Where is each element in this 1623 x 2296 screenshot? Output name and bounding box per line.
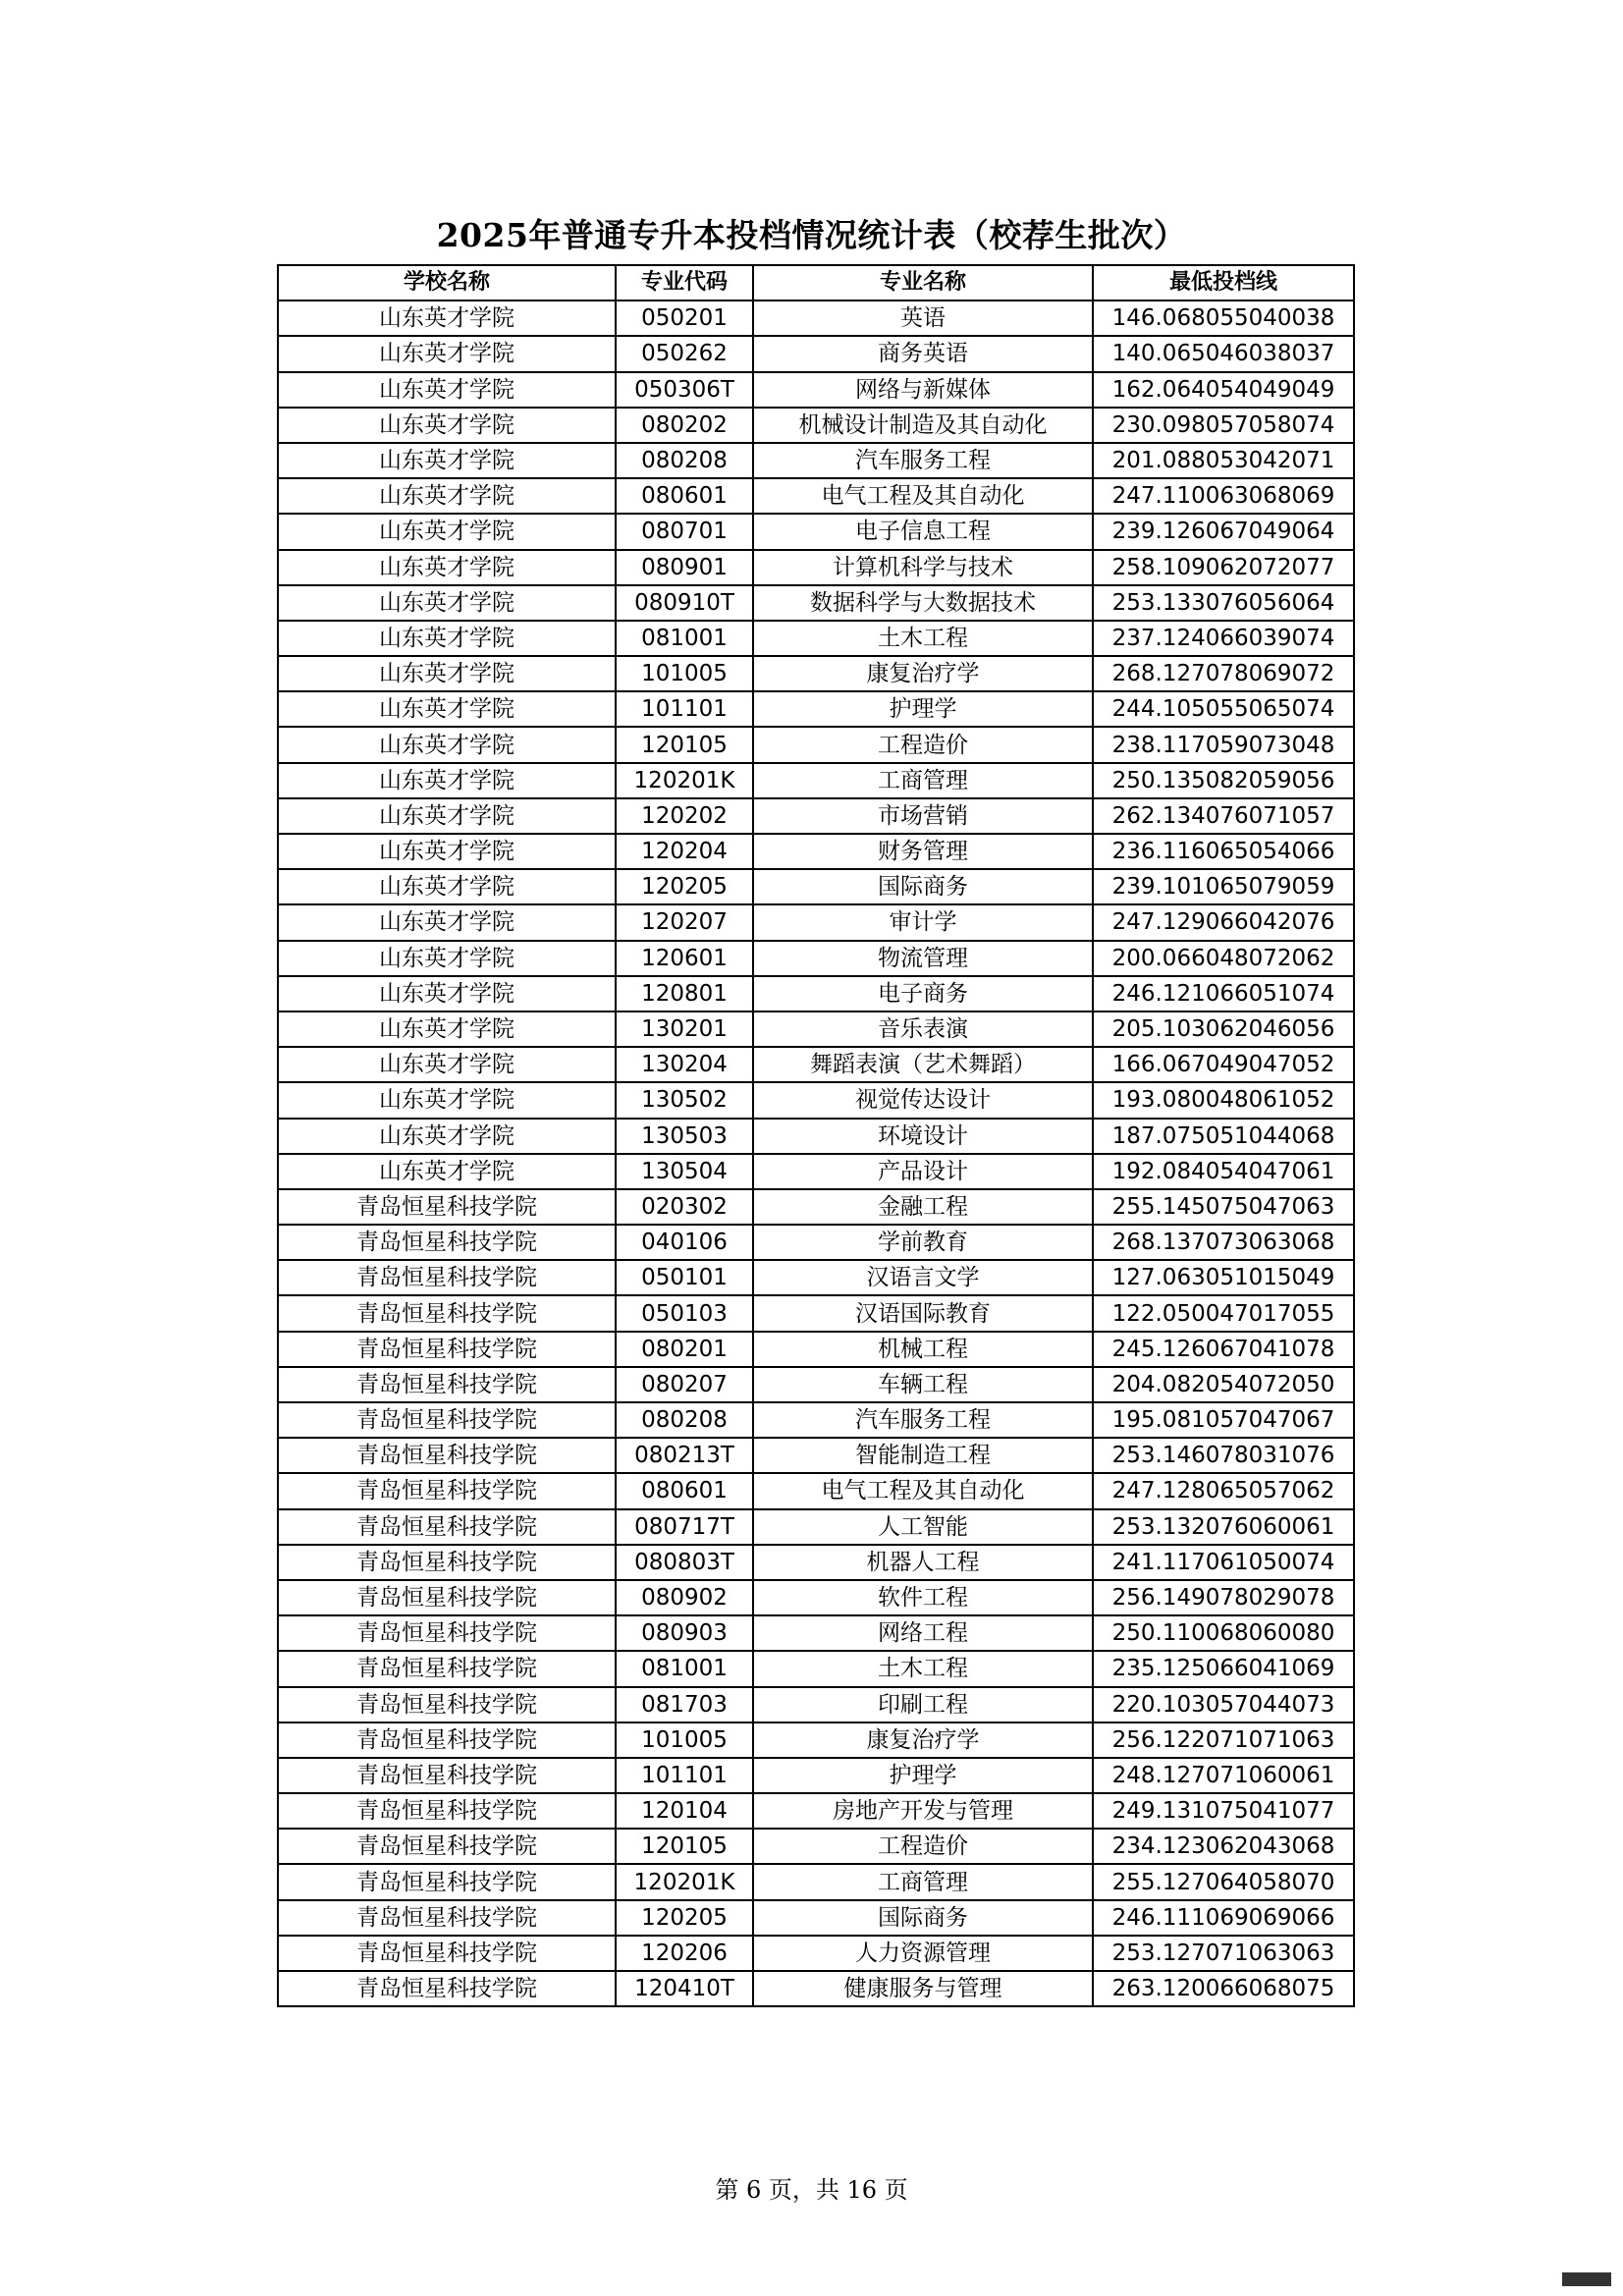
major-name-cell: 房地产开发与管理 — [753, 1793, 1093, 1829]
school-name-cell: 青岛恒星科技学院 — [278, 1473, 616, 1508]
table-row — [278, 727, 1354, 762]
major-code-cell: 050262 — [616, 336, 753, 371]
major-name-cell: 土木工程 — [753, 1651, 1093, 1686]
table-row — [278, 763, 1354, 798]
major-code-cell: 101005 — [616, 656, 753, 691]
school-name-cell: 青岛恒星科技学院 — [278, 1225, 616, 1260]
min-score-cell: 253.127071063063 — [1093, 1936, 1354, 1971]
major-code-cell: 120601 — [616, 941, 753, 976]
table-row — [278, 834, 1354, 869]
min-score-cell: 268.127078069072 — [1093, 656, 1354, 691]
school-name-cell: 青岛恒星科技学院 — [278, 1687, 616, 1722]
major-code-cell: 080201 — [616, 1332, 753, 1367]
major-code-cell: 120105 — [616, 727, 753, 762]
table-row — [278, 941, 1354, 976]
min-score-cell: 258.109062072077 — [1093, 550, 1354, 585]
table-row — [278, 1189, 1354, 1225]
major-name-cell: 护理学 — [753, 1758, 1093, 1793]
table-row — [278, 1580, 1354, 1615]
major-code-cell: 080213T — [616, 1438, 753, 1473]
school-name-cell: 山东英才学院 — [278, 834, 616, 869]
major-code-cell: 130201 — [616, 1011, 753, 1047]
min-score-cell: 166.067049047052 — [1093, 1047, 1354, 1082]
min-score-cell: 256.122071071063 — [1093, 1722, 1354, 1758]
min-score-cell: 247.128065057062 — [1093, 1473, 1354, 1508]
header-school-name: 学校名称 — [278, 265, 616, 301]
major-name-cell: 国际商务 — [753, 1900, 1093, 1936]
min-score-cell: 192.084054047061 — [1093, 1154, 1354, 1189]
min-score-cell: 246.111069069066 — [1093, 1900, 1354, 1936]
school-name-cell: 山东英才学院 — [278, 585, 616, 621]
school-name-cell: 山东英才学院 — [278, 1119, 616, 1154]
major-name-cell: 产品设计 — [753, 1154, 1093, 1189]
major-name-cell: 国际商务 — [753, 869, 1093, 904]
table-row — [278, 904, 1354, 940]
min-score-cell: 220.103057044073 — [1093, 1687, 1354, 1722]
table-row — [278, 1332, 1354, 1367]
min-score-cell: 250.135082059056 — [1093, 763, 1354, 798]
min-score-cell: 249.131075041077 — [1093, 1793, 1354, 1829]
min-score-cell: 238.117059073048 — [1093, 727, 1354, 762]
school-name-cell: 山东英才学院 — [278, 443, 616, 478]
school-name-cell: 青岛恒星科技学院 — [278, 1332, 616, 1367]
school-name-cell: 山东英才学院 — [278, 550, 616, 585]
major-name-cell: 财务管理 — [753, 834, 1093, 869]
school-name-cell: 青岛恒星科技学院 — [278, 1438, 616, 1473]
major-name-cell: 电子商务 — [753, 976, 1093, 1011]
min-score-cell: 236.116065054066 — [1093, 834, 1354, 869]
min-score-cell: 162.064054049049 — [1093, 372, 1354, 408]
table-row — [278, 336, 1354, 371]
school-name-cell: 青岛恒星科技学院 — [278, 1580, 616, 1615]
table-row — [278, 1154, 1354, 1189]
major-code-cell: 080601 — [616, 478, 753, 514]
table-row — [278, 372, 1354, 408]
min-score-cell: 247.129066042076 — [1093, 904, 1354, 940]
major-name-cell: 软件工程 — [753, 1580, 1093, 1615]
major-code-cell: 120205 — [616, 869, 753, 904]
school-name-cell: 山东英才学院 — [278, 621, 616, 656]
major-code-cell: 080601 — [616, 1473, 753, 1508]
school-name-cell: 青岛恒星科技学院 — [278, 1189, 616, 1225]
major-name-cell: 环境设计 — [753, 1119, 1093, 1154]
school-name-cell: 山东英才学院 — [278, 514, 616, 549]
major-name-cell: 人工智能 — [753, 1509, 1093, 1545]
min-score-cell: 255.127064058070 — [1093, 1864, 1354, 1899]
min-score-cell: 268.137073063068 — [1093, 1225, 1354, 1260]
table-row — [278, 1082, 1354, 1118]
min-score-cell: 239.101065079059 — [1093, 869, 1354, 904]
min-score-cell: 193.080048061052 — [1093, 1082, 1354, 1118]
table-row — [278, 1367, 1354, 1402]
major-name-cell: 机器人工程 — [753, 1545, 1093, 1580]
table-row — [278, 1722, 1354, 1758]
table-row — [278, 1829, 1354, 1864]
major-name-cell: 计算机科学与技术 — [753, 550, 1093, 585]
table-row — [278, 1047, 1354, 1082]
min-score-cell: 230.098057058074 — [1093, 408, 1354, 443]
table-row — [278, 1651, 1354, 1686]
school-name-cell: 青岛恒星科技学院 — [278, 1793, 616, 1829]
table-row — [278, 1119, 1354, 1154]
major-code-cell: 050306T — [616, 372, 753, 408]
school-name-cell: 青岛恒星科技学院 — [278, 1509, 616, 1545]
min-score-cell: 262.134076071057 — [1093, 798, 1354, 834]
min-score-cell: 204.082054072050 — [1093, 1367, 1354, 1402]
table-row — [278, 1687, 1354, 1722]
page-number: 第 6 页，共 16 页 — [715, 2176, 908, 2204]
major-name-cell: 汽车服务工程 — [753, 1402, 1093, 1438]
school-name-cell: 山东英才学院 — [278, 904, 616, 940]
table-header-row — [278, 265, 1354, 301]
major-code-cell: 130204 — [616, 1047, 753, 1082]
major-code-cell: 080701 — [616, 514, 753, 549]
major-code-cell: 081703 — [616, 1687, 753, 1722]
major-code-cell: 130503 — [616, 1119, 753, 1154]
major-code-cell: 120205 — [616, 1900, 753, 1936]
table-body — [278, 301, 1354, 2006]
major-code-cell: 101101 — [616, 691, 753, 727]
table-row — [278, 585, 1354, 621]
page-title: 2025年普通专升本投档情况统计表（校荐生批次） — [436, 216, 1187, 254]
table-row — [278, 1473, 1354, 1508]
min-score-cell: 241.117061050074 — [1093, 1545, 1354, 1580]
major-name-cell: 数据科学与大数据技术 — [753, 585, 1093, 621]
school-name-cell: 青岛恒星科技学院 — [278, 1864, 616, 1899]
major-code-cell: 020302 — [616, 1189, 753, 1225]
school-name-cell: 青岛恒星科技学院 — [278, 1651, 616, 1686]
table-row — [278, 1758, 1354, 1793]
admission-table — [277, 264, 1355, 2007]
school-name-cell: 山东英才学院 — [278, 691, 616, 727]
school-name-cell: 山东英才学院 — [278, 869, 616, 904]
school-name-cell: 青岛恒星科技学院 — [278, 1900, 616, 1936]
school-name-cell: 山东英才学院 — [278, 763, 616, 798]
major-name-cell: 电气工程及其自动化 — [753, 1473, 1093, 1508]
min-score-cell: 187.075051044068 — [1093, 1119, 1354, 1154]
school-name-cell: 山东英才学院 — [278, 1154, 616, 1189]
min-score-cell: 195.081057047067 — [1093, 1402, 1354, 1438]
major-code-cell: 120801 — [616, 976, 753, 1011]
table-row — [278, 1011, 1354, 1047]
min-score-cell: 245.126067041078 — [1093, 1332, 1354, 1367]
min-score-cell: 200.066048072062 — [1093, 941, 1354, 976]
min-score-cell: 234.123062043068 — [1093, 1829, 1354, 1864]
school-name-cell: 青岛恒星科技学院 — [278, 1295, 616, 1331]
major-name-cell: 金融工程 — [753, 1189, 1093, 1225]
major-code-cell: 120204 — [616, 834, 753, 869]
school-name-cell: 山东英才学院 — [278, 301, 616, 336]
school-name-cell: 山东英才学院 — [278, 1047, 616, 1082]
min-score-cell: 256.149078029078 — [1093, 1580, 1354, 1615]
header-major-name: 专业名称 — [753, 265, 1093, 301]
table-row — [278, 1260, 1354, 1295]
table-row — [278, 1509, 1354, 1545]
school-name-cell: 山东英才学院 — [278, 941, 616, 976]
major-code-cell: 080903 — [616, 1615, 753, 1651]
major-name-cell: 工商管理 — [753, 763, 1093, 798]
major-code-cell: 101101 — [616, 1758, 753, 1793]
min-score-cell: 253.132076060061 — [1093, 1509, 1354, 1545]
school-name-cell: 山东英才学院 — [278, 372, 616, 408]
major-name-cell: 汉语言文学 — [753, 1260, 1093, 1295]
major-name-cell: 康复治疗学 — [753, 1722, 1093, 1758]
major-name-cell: 电子信息工程 — [753, 514, 1093, 549]
min-score-cell: 235.125066041069 — [1093, 1651, 1354, 1686]
school-name-cell: 山东英才学院 — [278, 798, 616, 834]
min-score-cell: 127.063051015049 — [1093, 1260, 1354, 1295]
min-score-cell: 248.127071060061 — [1093, 1758, 1354, 1793]
major-code-cell: 080207 — [616, 1367, 753, 1402]
major-code-cell: 081001 — [616, 621, 753, 656]
major-name-cell: 土木工程 — [753, 621, 1093, 656]
table-row — [278, 1864, 1354, 1899]
min-score-cell: 201.088053042071 — [1093, 443, 1354, 478]
min-score-cell: 146.068055040038 — [1093, 301, 1354, 336]
watermark-logo — [1562, 2272, 1611, 2286]
min-score-cell: 253.133076056064 — [1093, 585, 1354, 621]
major-name-cell: 电气工程及其自动化 — [753, 478, 1093, 514]
school-name-cell: 山东英才学院 — [278, 336, 616, 371]
min-score-cell: 253.146078031076 — [1093, 1438, 1354, 1473]
table-row — [278, 443, 1354, 478]
table-row — [278, 1402, 1354, 1438]
min-score-cell: 205.103062046056 — [1093, 1011, 1354, 1047]
major-name-cell: 工程造价 — [753, 727, 1093, 762]
major-name-cell: 健康服务与管理 — [753, 1971, 1093, 2006]
school-name-cell: 山东英才学院 — [278, 478, 616, 514]
school-name-cell: 青岛恒星科技学院 — [278, 1722, 616, 1758]
major-code-cell: 120202 — [616, 798, 753, 834]
major-name-cell: 音乐表演 — [753, 1011, 1093, 1047]
table-row — [278, 1793, 1354, 1829]
table-row — [278, 1900, 1354, 1936]
min-score-cell: 122.050047017055 — [1093, 1295, 1354, 1331]
school-name-cell: 青岛恒星科技学院 — [278, 1402, 616, 1438]
school-name-cell: 山东英才学院 — [278, 1011, 616, 1047]
major-code-cell: 040106 — [616, 1225, 753, 1260]
header-min-score: 最低投档线 — [1093, 265, 1354, 301]
table-row — [278, 691, 1354, 727]
table-row — [278, 869, 1354, 904]
min-score-cell: 247.110063068069 — [1093, 478, 1354, 514]
major-code-cell: 081001 — [616, 1651, 753, 1686]
school-name-cell: 青岛恒星科技学院 — [278, 1260, 616, 1295]
major-code-cell: 101005 — [616, 1722, 753, 1758]
major-code-cell: 080208 — [616, 1402, 753, 1438]
table-row — [278, 1225, 1354, 1260]
major-name-cell: 英语 — [753, 301, 1093, 336]
major-name-cell: 人力资源管理 — [753, 1936, 1093, 1971]
major-name-cell: 机械工程 — [753, 1332, 1093, 1367]
table-row — [278, 1545, 1354, 1580]
table-row — [278, 514, 1354, 549]
min-score-cell: 237.124066039074 — [1093, 621, 1354, 656]
school-name-cell: 山东英才学院 — [278, 727, 616, 762]
table-row — [278, 408, 1354, 443]
table-row — [278, 621, 1354, 656]
school-name-cell: 山东英才学院 — [278, 976, 616, 1011]
major-name-cell: 汽车服务工程 — [753, 443, 1093, 478]
school-name-cell: 山东英才学院 — [278, 408, 616, 443]
table-row — [278, 656, 1354, 691]
table-row — [278, 1936, 1354, 1971]
major-name-cell: 网络与新媒体 — [753, 372, 1093, 408]
school-name-cell: 青岛恒星科技学院 — [278, 1615, 616, 1651]
major-code-cell: 120105 — [616, 1829, 753, 1864]
major-code-cell: 120206 — [616, 1936, 753, 1971]
major-name-cell: 康复治疗学 — [753, 656, 1093, 691]
min-score-cell: 239.126067049064 — [1093, 514, 1354, 549]
major-name-cell: 车辆工程 — [753, 1367, 1093, 1402]
school-name-cell: 青岛恒星科技学院 — [278, 1545, 616, 1580]
major-name-cell: 商务英语 — [753, 336, 1093, 371]
major-name-cell: 视觉传达设计 — [753, 1082, 1093, 1118]
major-code-cell: 130502 — [616, 1082, 753, 1118]
major-name-cell: 工程造价 — [753, 1829, 1093, 1864]
major-code-cell: 120410T — [616, 1971, 753, 2006]
major-code-cell: 120201K — [616, 1864, 753, 1899]
major-code-cell: 050101 — [616, 1260, 753, 1295]
major-name-cell: 护理学 — [753, 691, 1093, 727]
table-row — [278, 550, 1354, 585]
major-name-cell: 工商管理 — [753, 1864, 1093, 1899]
major-code-cell: 120201K — [616, 763, 753, 798]
header-major-code: 专业代码 — [616, 265, 753, 301]
major-code-cell: 120207 — [616, 904, 753, 940]
major-name-cell: 机械设计制造及其自动化 — [753, 408, 1093, 443]
major-code-cell: 080208 — [616, 443, 753, 478]
major-name-cell: 舞蹈表演（艺术舞蹈） — [753, 1047, 1093, 1082]
major-code-cell: 120104 — [616, 1793, 753, 1829]
table-row — [278, 976, 1354, 1011]
min-score-cell: 244.105055065074 — [1093, 691, 1354, 727]
major-name-cell: 审计学 — [753, 904, 1093, 940]
min-score-cell: 255.145075047063 — [1093, 1189, 1354, 1225]
major-name-cell: 学前教育 — [753, 1225, 1093, 1260]
min-score-cell: 140.065046038037 — [1093, 336, 1354, 371]
table-row — [278, 1438, 1354, 1473]
school-name-cell: 青岛恒星科技学院 — [278, 1971, 616, 2006]
major-code-cell: 130504 — [616, 1154, 753, 1189]
major-code-cell: 050103 — [616, 1295, 753, 1331]
major-name-cell: 网络工程 — [753, 1615, 1093, 1651]
table-row — [278, 798, 1354, 834]
table-row — [278, 478, 1354, 514]
major-code-cell: 050201 — [616, 301, 753, 336]
major-name-cell: 市场营销 — [753, 798, 1093, 834]
school-name-cell: 青岛恒星科技学院 — [278, 1829, 616, 1864]
table-row — [278, 301, 1354, 336]
min-score-cell: 246.121066051074 — [1093, 976, 1354, 1011]
school-name-cell: 青岛恒星科技学院 — [278, 1758, 616, 1793]
school-name-cell: 青岛恒星科技学院 — [278, 1936, 616, 1971]
min-score-cell: 250.110068060080 — [1093, 1615, 1354, 1651]
major-code-cell: 080901 — [616, 550, 753, 585]
major-name-cell: 智能制造工程 — [753, 1438, 1093, 1473]
major-code-cell: 080902 — [616, 1580, 753, 1615]
school-name-cell: 山东英才学院 — [278, 1082, 616, 1118]
table-row — [278, 1295, 1354, 1331]
major-code-cell: 080910T — [616, 585, 753, 621]
major-name-cell: 物流管理 — [753, 941, 1093, 976]
school-name-cell: 青岛恒星科技学院 — [278, 1367, 616, 1402]
major-name-cell: 汉语国际教育 — [753, 1295, 1093, 1331]
major-code-cell: 080717T — [616, 1509, 753, 1545]
major-code-cell: 080202 — [616, 408, 753, 443]
major-code-cell: 080803T — [616, 1545, 753, 1580]
table-row — [278, 1971, 1354, 2006]
major-name-cell: 印刷工程 — [753, 1687, 1093, 1722]
school-name-cell: 山东英才学院 — [278, 656, 616, 691]
min-score-cell: 263.120066068075 — [1093, 1971, 1354, 2006]
table-row — [278, 1615, 1354, 1651]
